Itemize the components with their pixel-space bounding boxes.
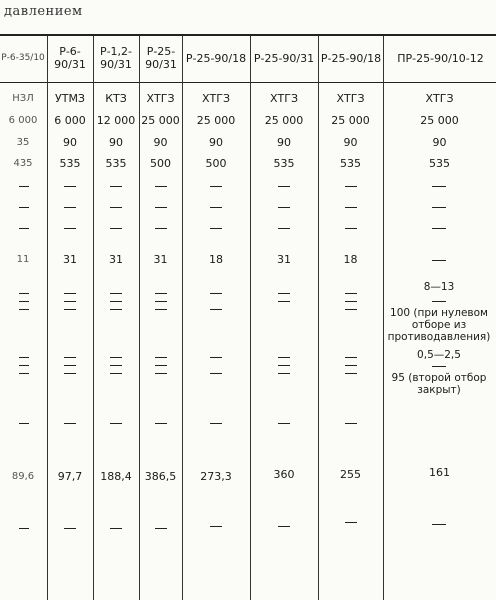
table-cell: 535 [273,157,295,170]
table-cell: 25 000 [420,114,459,127]
table-cell: 273,3 [200,470,232,483]
empty-dash [345,309,357,310]
empty-dash [432,260,446,261]
empty-dash [345,423,357,424]
empty-dash [110,365,122,366]
empty-dash [64,186,76,187]
table-cell: 31 [109,253,123,266]
table-cell: 161 [429,466,450,479]
empty-dash [19,293,29,294]
column-header: Р-6-90/31 [54,45,86,71]
table-cell: 188,4 [100,470,132,483]
empty-dash [210,228,222,229]
table-cell: 25 000 [196,114,236,127]
empty-dash [432,207,446,208]
empty-dash [19,423,29,424]
empty-dash [345,365,357,366]
table-cell: 35 [16,137,30,148]
table-cell: 500 [150,157,171,170]
empty-dash [278,526,290,527]
header-rule [0,82,496,83]
column-header: Р-25-90/31 [253,51,315,65]
table-cell: 90 [432,136,447,149]
empty-dash [210,357,222,358]
empty-dash [64,309,76,310]
empty-dash [155,186,167,187]
table-cell: 97,7 [57,470,83,483]
empty-dash [278,365,290,366]
empty-dash [345,228,357,229]
empty-dash [155,365,167,366]
table-cell: 18 [343,253,358,266]
empty-dash [210,423,222,424]
empty-dash [155,228,167,229]
empty-dash [19,357,29,358]
empty-dash [110,309,122,310]
empty-dash [19,365,29,366]
empty-dash [210,526,222,527]
table-caption: давлением [4,4,83,19]
empty-dash [345,357,357,358]
table-cell: 12 000 [96,114,136,127]
range-note: 0,5—2,5 [417,349,461,361]
empty-dash [64,293,76,294]
column-header: Р-25-90/18 [320,51,382,65]
empty-dash [110,228,122,229]
table-cell: 6 000 [54,114,86,127]
zero-extraction-note: 100 (при нулевом отборе из противодавления) [387,307,491,343]
empty-dash [278,373,290,374]
table-cell: 360 [273,468,295,481]
empty-dash [110,293,122,294]
empty-dash [210,373,222,374]
table-cell: 90 [63,136,77,149]
empty-dash [210,293,222,294]
table-cell: НЗЛ [12,93,34,104]
empty-dash [278,357,290,358]
table-cell: 31 [63,253,77,266]
empty-dash [432,186,446,187]
empty-dash [19,186,29,187]
empty-dash [64,301,76,302]
empty-dash [110,301,122,302]
table-cell: 25 000 [141,114,180,127]
empty-dash [19,228,29,229]
column-header: Р-1,2-90/31 [99,45,133,71]
table-cell: ХТГЗ [425,92,454,105]
top-rule [0,34,496,36]
empty-dash [345,207,357,208]
empty-dash [64,207,76,208]
table-cell: 500 [205,157,227,170]
table-cell: УТМЗ [55,92,85,105]
empty-dash [210,186,222,187]
empty-dash [210,309,222,310]
empty-dash [278,207,290,208]
range-note: 8—13 [423,281,455,293]
empty-dash [278,186,290,187]
empty-dash [19,528,29,529]
table-cell: 90 [277,136,291,149]
empty-dash [19,309,29,310]
table-cell: 25 000 [264,114,304,127]
table-cell: 435 [13,158,33,169]
empty-dash [155,301,167,302]
table-cell: 25 000 [331,114,370,127]
empty-dash [64,528,76,529]
table-cell: 18 [209,253,223,266]
table-cell: ХТГЗ [269,92,298,105]
table-cell: 535 [59,157,81,170]
empty-dash [110,528,122,529]
empty-dash [64,365,76,366]
empty-dash [432,366,446,367]
empty-dash [345,186,357,187]
empty-dash [155,293,167,294]
table-cell: 535 [340,157,361,170]
empty-dash [155,207,167,208]
empty-dash [64,423,76,424]
table-cell: 535 [105,157,127,170]
column-header: Р-6-35/10 [1,53,45,63]
column-header: ПР-25-90/10-12 [397,51,484,65]
column-header: Р-25-90/18 [185,51,247,65]
empty-dash [19,301,29,302]
empty-dash [278,293,290,294]
empty-dash [110,373,122,374]
column-header: Р-25-90/31 [145,45,177,71]
empty-dash [64,373,76,374]
table-cell: 31 [277,253,291,266]
empty-dash [155,528,167,529]
empty-dash [432,524,446,525]
empty-dash [278,301,290,302]
table-cell: 90 [109,136,123,149]
empty-dash [155,373,167,374]
empty-dash [210,207,222,208]
empty-dash [110,207,122,208]
empty-dash [278,228,290,229]
empty-dash [110,423,122,424]
table-cell: ХТГЗ [336,92,365,105]
empty-dash [345,293,357,294]
empty-dash [155,423,167,424]
table-cell: 11 [16,254,30,265]
empty-dash [64,357,76,358]
table-cell: 31 [153,253,168,266]
table-cell: 386,5 [144,470,177,483]
second-extraction-note: 95 (второй отбор закрыт) [391,372,487,396]
empty-dash [64,228,76,229]
empty-dash [345,373,357,374]
empty-dash [432,228,446,229]
table-cell: КТЗ [105,92,127,105]
table-cell: 90 [343,136,358,149]
table-cell: ХТГЗ [201,92,230,105]
empty-dash [155,357,167,358]
empty-dash [278,423,290,424]
empty-dash [432,301,446,302]
empty-dash [345,522,357,523]
table-cell: 90 [153,136,168,149]
table-cell: 255 [340,468,361,481]
table-cell: 6 000 [8,115,38,126]
table-cell: 535 [429,157,450,170]
table-cell: 90 [209,136,223,149]
empty-dash [110,357,122,358]
table-cell: ХТГЗ [146,92,175,105]
empty-dash [110,186,122,187]
empty-dash [345,301,357,302]
empty-dash [19,207,29,208]
empty-dash [155,309,167,310]
table-cell: 89,6 [11,471,35,482]
empty-dash [19,373,29,374]
